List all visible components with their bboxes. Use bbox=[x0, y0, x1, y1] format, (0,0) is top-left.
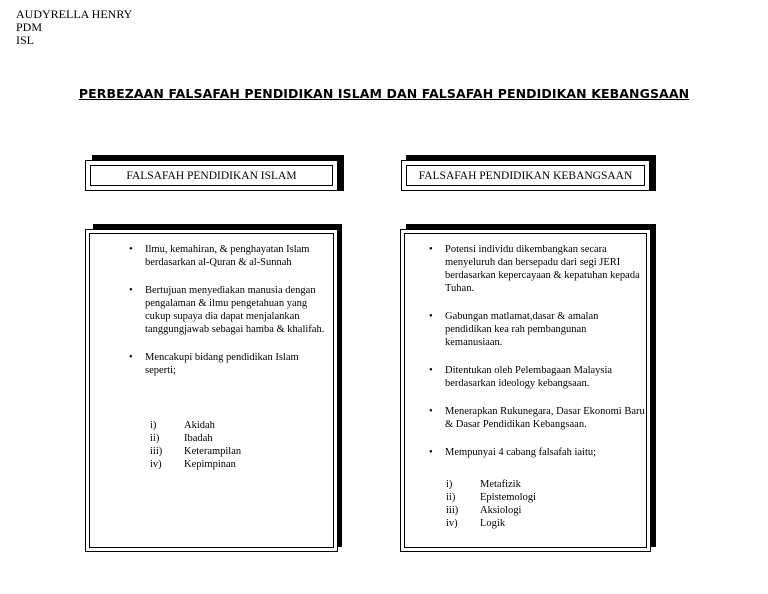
list-item: • Mencakupi bidang pendidikan Islam seperti; bbox=[129, 352, 299, 376]
list-item: iii) Aksiologi bbox=[446, 505, 522, 516]
right-heading-label: FALSAFAH PENDIDIKAN KEBANGSAAN bbox=[406, 165, 645, 186]
left-heading-label: FALSAFAH PENDIDIKAN ISLAM bbox=[90, 165, 333, 186]
bullet-icon: • bbox=[429, 244, 433, 255]
left-content-frame bbox=[89, 233, 334, 548]
subject-code: ISL bbox=[16, 33, 34, 47]
bullet-icon: • bbox=[129, 244, 133, 255]
list-item: • Ilmu, kemahiran, & penghayatan Islam berdasarkan al-Quran & al-Sunnah bbox=[129, 244, 310, 268]
left-heading-box bbox=[85, 160, 338, 191]
author-info bbox=[16, 8, 132, 47]
list-item: iii) Keterampilan bbox=[150, 446, 242, 457]
right-content-frame bbox=[404, 233, 647, 548]
course-code: PDM bbox=[16, 20, 43, 34]
bullet-icon: • bbox=[129, 285, 133, 296]
right-content-box bbox=[400, 229, 651, 552]
list-item: iv) Logik bbox=[446, 518, 506, 529]
list-item: • Bertujuan menyediakan manusia dengan pengalaman & ilmu pengetahuan yang cukup supaya dia dapat menjalankan tanggungjawab sebagai hamba & khalifah. bbox=[129, 285, 325, 335]
bullet-icon: • bbox=[429, 447, 433, 458]
right-heading-box bbox=[401, 160, 650, 191]
list-item: i) Akidah bbox=[150, 420, 215, 431]
document-title: PERBEZAAN FALSAFAH PENDIDIKAN ISLAM DAN FALSAFAH PENDIDIKAN KEBANGSAAN bbox=[78, 86, 690, 101]
right-bullet-list bbox=[429, 243, 645, 459]
list-item: • Menerapkan Rukunegara, Dasar Ekonomi Baru & Dasar Pendidikan Kebangsaan. bbox=[429, 406, 645, 430]
author-name: AUDYRELLA HENRY bbox=[16, 7, 133, 21]
bullet-icon: • bbox=[129, 352, 133, 363]
bullet-icon: • bbox=[429, 365, 433, 376]
list-item: ii) Epistemologi bbox=[446, 492, 536, 503]
right-sub-list bbox=[446, 478, 536, 530]
list-item: i) Metafizik bbox=[446, 479, 521, 490]
bullet-icon: • bbox=[429, 406, 433, 417]
list-item: • Potensi individu dikembangkan secara menyeluruh dan bersepadu dari segi JERI berdasarkan kepercayaan & kepatuhan kepada Tuhan. bbox=[429, 244, 640, 294]
list-item: • Mempunyai 4 cabang falsafah iaitu; bbox=[429, 447, 597, 458]
list-item: • Ditentukan oleh Pelembagaan Malaysia berdasarkan ideology kebangsaan. bbox=[429, 365, 613, 389]
left-bullet-list bbox=[129, 243, 325, 377]
list-item: ii) Ibadah bbox=[150, 433, 213, 444]
bullet-icon: • bbox=[429, 311, 433, 322]
left-content-box bbox=[85, 229, 338, 552]
list-item: • Gabungan matlamat,dasar & amalan pendidikan kea rah pembangunan kemanusiaan. bbox=[429, 311, 599, 348]
list-item: iv) Kepimpinan bbox=[150, 459, 236, 470]
left-sub-list bbox=[150, 419, 241, 471]
